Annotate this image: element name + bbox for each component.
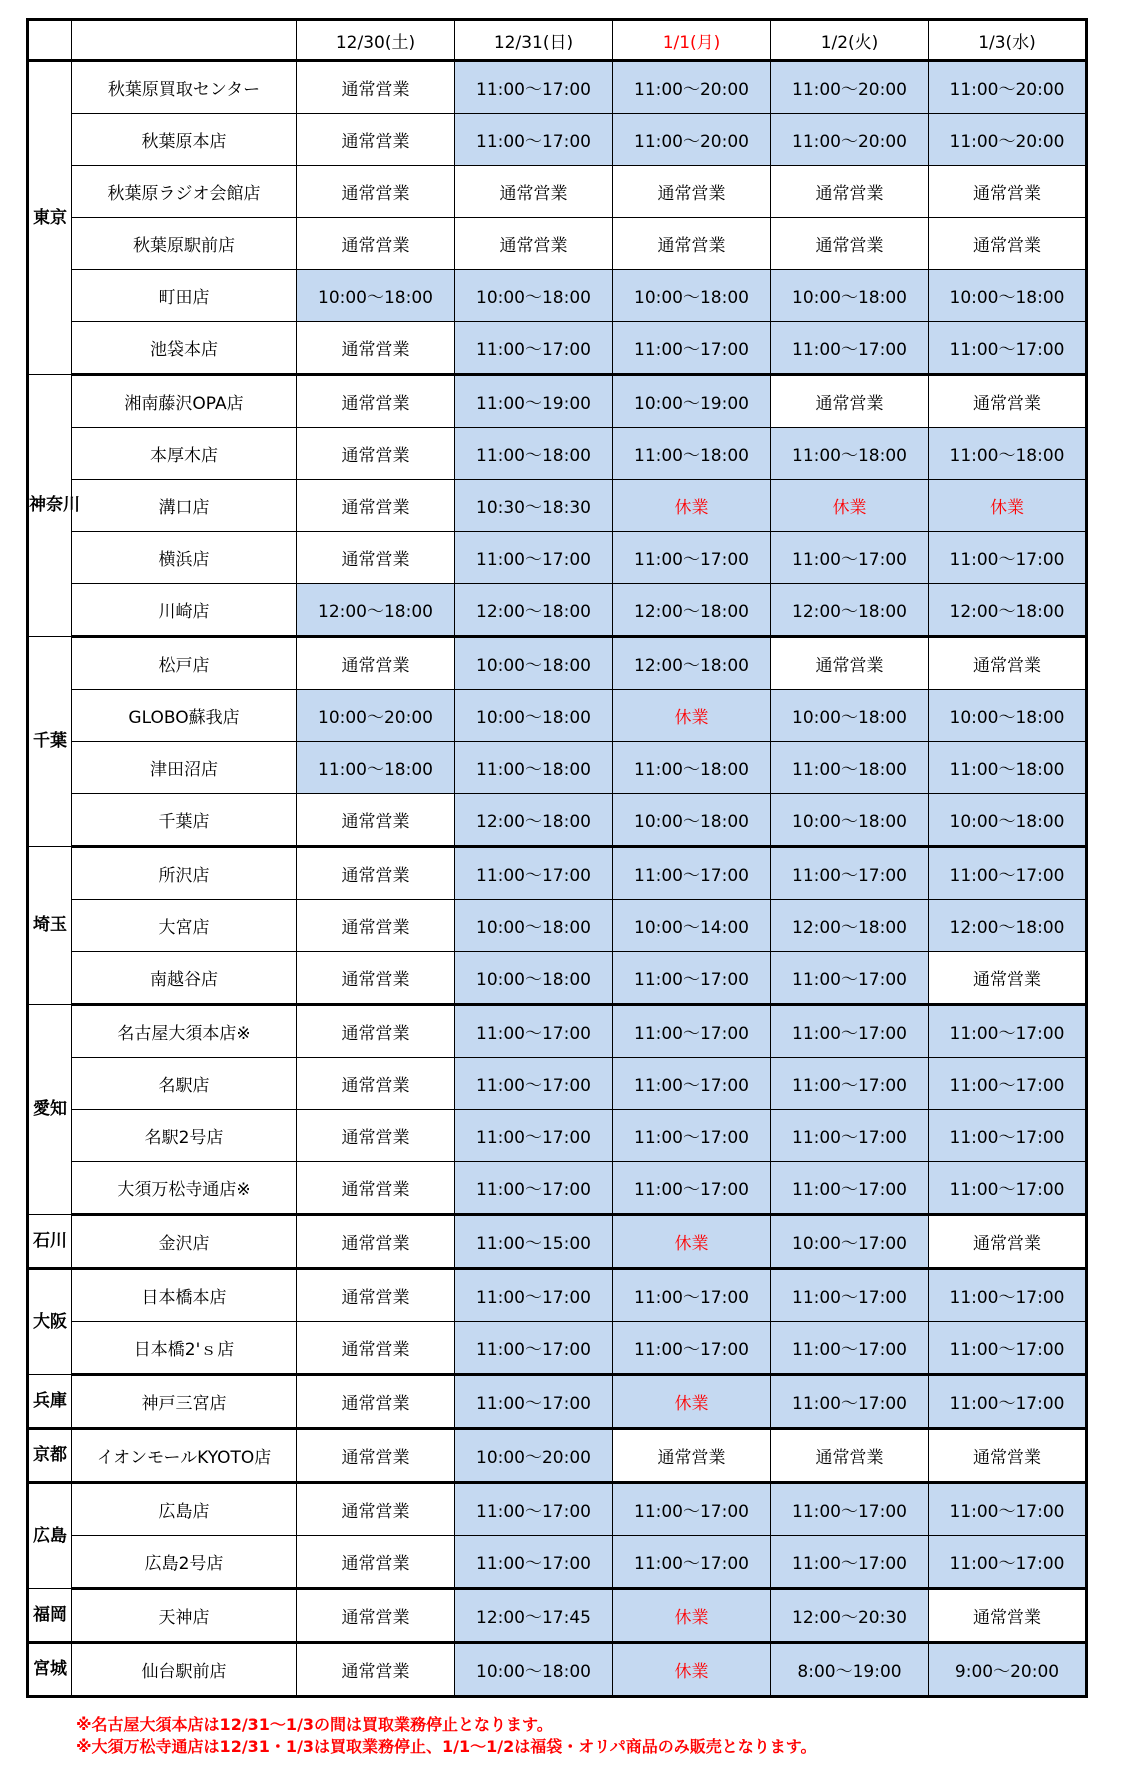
hours-cell: 11:00〜17:00 <box>929 1322 1087 1375</box>
prefecture-label: 福岡 <box>28 1589 72 1643</box>
hours-cell: 通常営業 <box>929 166 1087 218</box>
table-row <box>28 952 1087 1005</box>
table-row <box>28 375 1087 428</box>
hours-cell: 11:00〜17:00 <box>455 1375 613 1429</box>
hours-cell: 通常営業 <box>297 900 455 952</box>
table-row <box>28 114 1087 166</box>
hours-cell: 11:00〜17:00 <box>929 532 1087 584</box>
hours-cell: 通常営業 <box>297 1058 455 1110</box>
hours-cell: 12:00〜20:30 <box>771 1589 929 1643</box>
hours-cell: 11:00〜17:00 <box>771 1005 929 1058</box>
hours-cell: 11:00〜17:00 <box>771 1269 929 1322</box>
hours-cell: 通常営業 <box>613 166 771 218</box>
hours-cell: 10:00〜18:00 <box>455 900 613 952</box>
hours-cell: 11:00〜17:00 <box>455 114 613 166</box>
hours-cell: 11:00〜20:00 <box>613 61 771 114</box>
hours-cell: 通常営業 <box>771 375 929 428</box>
hours-cell: 12:00〜18:00 <box>613 637 771 690</box>
header-row <box>28 20 1087 61</box>
hours-cell: 11:00〜17:00 <box>613 1162 771 1215</box>
store-name: 秋葉原ラジオ会館店 <box>72 166 297 218</box>
hours-cell: 12:00〜18:00 <box>613 584 771 637</box>
hours-cell: 休業 <box>613 1643 771 1697</box>
hours-cell: 通常営業 <box>771 637 929 690</box>
hours-cell: 通常営業 <box>929 1429 1087 1483</box>
hours-cell: 11:00〜17:00 <box>455 532 613 584</box>
prefecture-label: 宮城 <box>28 1643 72 1697</box>
hours-cell: 10:00〜18:00 <box>929 794 1087 847</box>
hours-cell: 通常営業 <box>297 952 455 1005</box>
hours-cell: 10:00〜18:00 <box>455 952 613 1005</box>
footnote-osu-honten: ※名古屋大須本店は12/31～1/3の間は買取業務停止となります。 <box>76 1715 553 1734</box>
hours-cell: 11:00〜17:00 <box>455 61 613 114</box>
hours-cell: 11:00〜17:00 <box>455 1269 613 1322</box>
hours-cell: 10:00〜18:00 <box>771 690 929 742</box>
store-name: 大宮店 <box>72 900 297 952</box>
hours-cell: 11:00〜17:00 <box>771 1058 929 1110</box>
hours-cell: 10:00〜14:00 <box>613 900 771 952</box>
hours-cell: 10:00〜18:00 <box>455 637 613 690</box>
store-name: 日本橋2'ｓ店 <box>72 1322 297 1375</box>
prefecture-label: 東京 <box>28 61 72 375</box>
hours-cell: 12:00〜18:00 <box>771 900 929 952</box>
hours-cell: 11:00〜17:00 <box>455 1110 613 1162</box>
hours-cell: 12:00〜17:45 <box>455 1589 613 1643</box>
table-row <box>28 1643 1087 1697</box>
table-row <box>28 742 1087 794</box>
store-name: 金沢店 <box>72 1215 297 1269</box>
hours-cell: 通常営業 <box>297 166 455 218</box>
store-name: 名駅店 <box>72 1058 297 1110</box>
hours-cell: 11:00〜17:00 <box>771 532 929 584</box>
hours-cell: 10:00〜18:00 <box>613 794 771 847</box>
hours-cell: 通常営業 <box>297 1269 455 1322</box>
hours-cell: 10:00〜18:00 <box>613 270 771 322</box>
table-row <box>28 532 1087 584</box>
hours-cell: 11:00〜17:00 <box>455 1162 613 1215</box>
prefecture-label: 埼玉 <box>28 847 72 1005</box>
header-day-1230: 12/30(土) <box>297 20 455 61</box>
hours-cell: 11:00〜17:00 <box>613 1483 771 1536</box>
table-row <box>28 1269 1087 1322</box>
hours-cell: 通常営業 <box>297 1429 455 1483</box>
hours-cell: 10:00〜18:00 <box>929 270 1087 322</box>
hours-cell: 11:00〜15:00 <box>455 1215 613 1269</box>
prefecture-label: 愛知 <box>28 1005 72 1215</box>
header-day-1231: 12/31(日) <box>455 20 613 61</box>
hours-cell: 通常営業 <box>297 1162 455 1215</box>
table-row <box>28 1375 1087 1429</box>
table-row <box>28 480 1087 532</box>
table-body <box>28 61 1087 1697</box>
hours-cell: 11:00〜17:00 <box>455 1483 613 1536</box>
hours-cell: 10:00〜18:00 <box>297 270 455 322</box>
hours-cell: 11:00〜17:00 <box>771 1536 929 1589</box>
hours-cell: 10:00〜18:00 <box>455 270 613 322</box>
hours-cell: 10:00〜18:00 <box>771 794 929 847</box>
hours-cell: 通常営業 <box>297 322 455 375</box>
hours-cell: 通常営業 <box>455 166 613 218</box>
hours-cell: 通常営業 <box>297 61 455 114</box>
table-row <box>28 1589 1087 1643</box>
hours-cell: 11:00〜17:00 <box>613 532 771 584</box>
hours-cell: 11:00〜18:00 <box>929 742 1087 794</box>
table-row <box>28 322 1087 375</box>
hours-cell: 休業 <box>771 480 929 532</box>
store-name: 広島2号店 <box>72 1536 297 1589</box>
hours-cell: 11:00〜17:00 <box>613 1536 771 1589</box>
hours-cell: 11:00〜18:00 <box>297 742 455 794</box>
hours-cell: 通常営業 <box>297 218 455 270</box>
hours-cell: 通常営業 <box>297 1215 455 1269</box>
store-name: 広島店 <box>72 1483 297 1536</box>
table-row <box>28 1058 1087 1110</box>
store-name: 所沢店 <box>72 847 297 900</box>
table-row <box>28 270 1087 322</box>
hours-cell: 休業 <box>613 690 771 742</box>
hours-cell: 通常営業 <box>297 1589 455 1643</box>
hours-cell: 11:00〜17:00 <box>455 322 613 375</box>
hours-cell: 10:00〜19:00 <box>613 375 771 428</box>
hours-cell: 11:00〜20:00 <box>929 61 1087 114</box>
holiday-hours-table <box>26 18 1088 1698</box>
hours-cell: 10:00〜18:00 <box>455 690 613 742</box>
hours-cell: 通常営業 <box>297 637 455 690</box>
table-row <box>28 1162 1087 1215</box>
store-name: イオンモールKYOTO店 <box>72 1429 297 1483</box>
table-row <box>28 584 1087 637</box>
table-row <box>28 794 1087 847</box>
hours-cell: 10:30〜18:30 <box>455 480 613 532</box>
hours-cell: 通常営業 <box>297 114 455 166</box>
hours-cell: 12:00〜18:00 <box>929 900 1087 952</box>
store-name: 町田店 <box>72 270 297 322</box>
store-name: 千葉店 <box>72 794 297 847</box>
store-name: 天神店 <box>72 1589 297 1643</box>
hours-cell: 11:00〜17:00 <box>929 1483 1087 1536</box>
hours-cell: 10:00〜20:00 <box>455 1429 613 1483</box>
hours-cell: 11:00〜17:00 <box>929 1005 1087 1058</box>
hours-cell: 通常営業 <box>297 428 455 480</box>
hours-cell: 休業 <box>929 480 1087 532</box>
hours-cell: 通常営業 <box>297 1322 455 1375</box>
hours-cell: 11:00〜17:00 <box>929 1375 1087 1429</box>
hours-cell: 11:00〜17:00 <box>613 1322 771 1375</box>
hours-cell: 通常営業 <box>771 166 929 218</box>
hours-cell: 通常営業 <box>297 480 455 532</box>
hours-cell: 8:00〜19:00 <box>771 1643 929 1697</box>
hours-cell: 通常営業 <box>929 637 1087 690</box>
hours-cell: 11:00〜17:00 <box>929 847 1087 900</box>
store-name: 仙台駅前店 <box>72 1643 297 1697</box>
table-row <box>28 428 1087 480</box>
store-name: 川崎店 <box>72 584 297 637</box>
hours-cell: 11:00〜17:00 <box>771 1110 929 1162</box>
store-name: 日本橋本店 <box>72 1269 297 1322</box>
store-name: 名古屋大須本店※ <box>72 1005 297 1058</box>
hours-cell: 12:00〜18:00 <box>297 584 455 637</box>
hours-cell: 12:00〜18:00 <box>455 794 613 847</box>
hours-cell: 10:00〜18:00 <box>455 1643 613 1697</box>
hours-cell: 10:00〜17:00 <box>771 1215 929 1269</box>
hours-cell: 11:00〜17:00 <box>771 1162 929 1215</box>
hours-cell: 9:00〜20:00 <box>929 1643 1087 1697</box>
table-row <box>28 61 1087 114</box>
hours-cell: 通常営業 <box>929 218 1087 270</box>
hours-cell: 11:00〜17:00 <box>771 1483 929 1536</box>
table-row <box>28 1483 1087 1536</box>
store-name: 松戸店 <box>72 637 297 690</box>
table-row <box>28 1536 1087 1589</box>
hours-cell: 11:00〜17:00 <box>613 952 771 1005</box>
hours-cell: 通常営業 <box>297 847 455 900</box>
hours-cell: 11:00〜18:00 <box>771 428 929 480</box>
table-row <box>28 218 1087 270</box>
hours-cell: 11:00〜17:00 <box>929 322 1087 375</box>
hours-cell: 11:00〜17:00 <box>929 1110 1087 1162</box>
hours-cell: 通常営業 <box>613 1429 771 1483</box>
hours-cell: 11:00〜17:00 <box>771 847 929 900</box>
store-name: 神戸三宮店 <box>72 1375 297 1429</box>
header-day-0102: 1/2(火) <box>771 20 929 61</box>
store-name: 秋葉原本店 <box>72 114 297 166</box>
hours-cell: 通常営業 <box>297 1536 455 1589</box>
hours-cell: 通常営業 <box>297 1643 455 1697</box>
hours-cell: 11:00〜17:00 <box>929 1058 1087 1110</box>
hours-cell: 11:00〜17:00 <box>613 847 771 900</box>
table-header <box>28 20 1087 61</box>
store-name: 横浜店 <box>72 532 297 584</box>
hours-cell: 通常営業 <box>613 218 771 270</box>
table-row <box>28 1215 1087 1269</box>
hours-cell: 通常営業 <box>929 375 1087 428</box>
hours-cell: 11:00〜17:00 <box>929 1162 1087 1215</box>
table-row <box>28 637 1087 690</box>
hours-cell: 11:00〜17:00 <box>613 1110 771 1162</box>
table-row <box>28 1005 1087 1058</box>
store-name: 池袋本店 <box>72 322 297 375</box>
prefecture-label: 大阪 <box>28 1269 72 1375</box>
hours-cell: 休業 <box>613 1375 771 1429</box>
prefecture-label: 広島 <box>28 1483 72 1589</box>
hours-cell: 11:00〜20:00 <box>771 61 929 114</box>
hours-cell: 通常営業 <box>297 1005 455 1058</box>
table-row <box>28 1322 1087 1375</box>
hours-cell: 11:00〜18:00 <box>771 742 929 794</box>
prefecture-label: 京都 <box>28 1429 72 1483</box>
hours-cell: 11:00〜17:00 <box>771 952 929 1005</box>
table-row <box>28 900 1087 952</box>
hours-cell: 11:00〜19:00 <box>455 375 613 428</box>
footnote-osu-banshoji: ※大須万松寺通店は12/31・1/3は買取業務停止、1/1～1/2は福袋・オリパ商品のみ販売となります。 <box>76 1737 817 1756</box>
store-name: 秋葉原駅前店 <box>72 218 297 270</box>
hours-cell: 通常営業 <box>455 218 613 270</box>
hours-cell: 11:00〜17:00 <box>771 322 929 375</box>
store-name: 湘南藤沢OPA店 <box>72 375 297 428</box>
hours-cell: 11:00〜20:00 <box>929 114 1087 166</box>
table-row <box>28 690 1087 742</box>
store-name: 溝口店 <box>72 480 297 532</box>
prefecture-label: 兵庫 <box>28 1375 72 1429</box>
header-store-cell <box>72 20 297 61</box>
hours-cell: 通常営業 <box>297 1110 455 1162</box>
hours-cell: 通常営業 <box>771 1429 929 1483</box>
hours-cell: 11:00〜20:00 <box>613 114 771 166</box>
header-pref-cell <box>28 20 72 61</box>
hours-cell: 11:00〜17:00 <box>455 1058 613 1110</box>
table-row <box>28 1429 1087 1483</box>
hours-cell: 通常営業 <box>297 1483 455 1536</box>
hours-cell: 通常営業 <box>297 794 455 847</box>
store-name: 秋葉原買取センター <box>72 61 297 114</box>
header-day-0103: 1/3(水) <box>929 20 1087 61</box>
hours-cell: 休業 <box>613 1215 771 1269</box>
hours-cell: 通常営業 <box>929 952 1087 1005</box>
prefecture-label: 千葉 <box>28 637 72 847</box>
hours-cell: 10:00〜18:00 <box>771 270 929 322</box>
hours-cell: 11:00〜17:00 <box>771 1375 929 1429</box>
hours-cell: 11:00〜17:00 <box>613 322 771 375</box>
hours-cell: 11:00〜17:00 <box>455 847 613 900</box>
hours-cell: 11:00〜18:00 <box>613 428 771 480</box>
hours-cell: 休業 <box>613 1589 771 1643</box>
header-day-0101: 1/1(月) <box>613 20 771 61</box>
store-name: GLOBO蘇我店 <box>72 690 297 742</box>
hours-cell: 11:00〜17:00 <box>455 1322 613 1375</box>
hours-cell: 10:00〜20:00 <box>297 690 455 742</box>
hours-cell: 11:00〜18:00 <box>613 742 771 794</box>
hours-cell: 通常営業 <box>297 1375 455 1429</box>
hours-cell: 休業 <box>613 480 771 532</box>
hours-cell: 11:00〜17:00 <box>613 1058 771 1110</box>
hours-cell: 10:00〜18:00 <box>929 690 1087 742</box>
hours-cell: 12:00〜18:00 <box>771 584 929 637</box>
hours-cell: 通常営業 <box>771 218 929 270</box>
prefecture-label: 神奈川 <box>28 375 72 637</box>
prefecture-label: 石川 <box>28 1215 72 1269</box>
hours-cell: 11:00〜17:00 <box>929 1269 1087 1322</box>
store-name: 本厚木店 <box>72 428 297 480</box>
hours-cell: 通常営業 <box>297 375 455 428</box>
hours-cell: 11:00〜18:00 <box>929 428 1087 480</box>
store-name: 南越谷店 <box>72 952 297 1005</box>
store-name: 津田沼店 <box>72 742 297 794</box>
hours-cell: 11:00〜17:00 <box>929 1536 1087 1589</box>
hours-cell: 11:00〜17:00 <box>455 1005 613 1058</box>
hours-cell: 11:00〜18:00 <box>455 428 613 480</box>
hours-cell: 12:00〜18:00 <box>929 584 1087 637</box>
footnotes <box>76 1714 817 1758</box>
hours-cell: 11:00〜18:00 <box>455 742 613 794</box>
hours-cell: 通常営業 <box>929 1589 1087 1643</box>
hours-cell: 通常営業 <box>929 1215 1087 1269</box>
hours-cell: 11:00〜17:00 <box>771 1322 929 1375</box>
hours-cell: 11:00〜20:00 <box>771 114 929 166</box>
store-name: 大須万松寺通店※ <box>72 1162 297 1215</box>
table-row <box>28 847 1087 900</box>
table-row <box>28 166 1087 218</box>
store-name: 名駅2号店 <box>72 1110 297 1162</box>
table-row <box>28 1110 1087 1162</box>
hours-cell: 通常営業 <box>297 532 455 584</box>
hours-cell: 11:00〜17:00 <box>613 1269 771 1322</box>
hours-cell: 11:00〜17:00 <box>455 1536 613 1589</box>
hours-cell: 11:00〜17:00 <box>613 1005 771 1058</box>
hours-cell: 12:00〜18:00 <box>455 584 613 637</box>
